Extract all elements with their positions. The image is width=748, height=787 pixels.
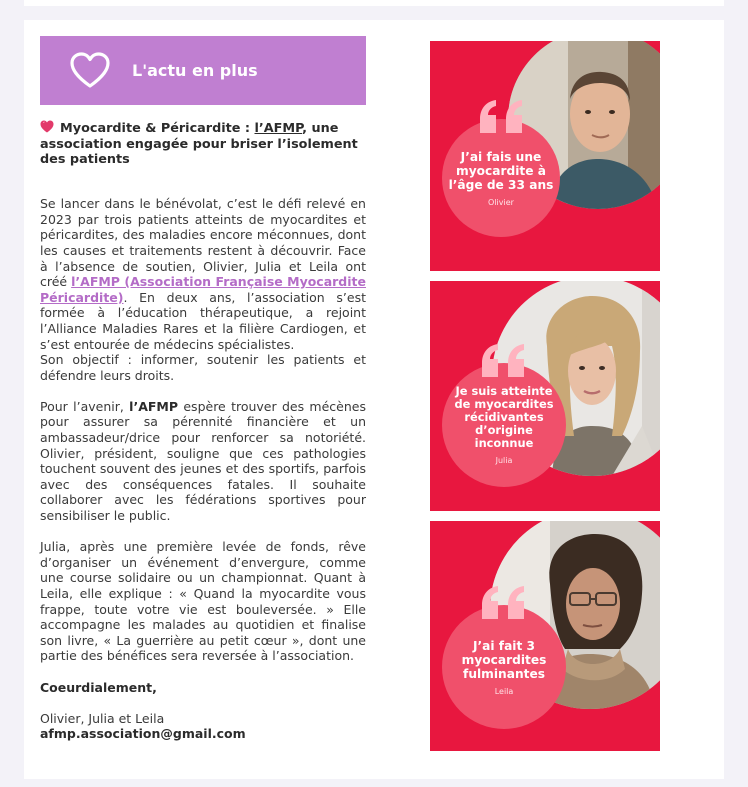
banner-title: L'actu en plus (132, 61, 258, 80)
paragraph-objective: Son objectif : informer, soutenir les patients et défendre leurs droits. (40, 352, 366, 383)
headline-prefix: Myocardite & Péricardite : (60, 121, 255, 136)
signoff-closing: Coeurdialement, (40, 679, 157, 695)
paragraph-intro-text-2: . En deux ans, l’association s’est formée à l’éducation thérapeutique, a rejoint l’Alliance Maladies Rares et la filière Cardiogen, et s’est entourée de médecins spécialistes. (40, 289, 366, 352)
quote-bubble-leila (442, 605, 566, 729)
quote-text-julia: Je suis atteinte de myocardites récidivantes d’origine inconnue (454, 384, 554, 450)
article-body (40, 120, 366, 742)
testimonial-card-olivier (430, 41, 660, 271)
heart-outline-icon (70, 51, 110, 91)
quote-icon (476, 97, 528, 137)
headline-suffix: , une association engagée pour briser l’isolement des patients (40, 121, 358, 168)
testimonial-card-julia (430, 281, 660, 511)
headline-afmp-link[interactable]: l’AFMP (254, 121, 303, 136)
afmp-full-name-link[interactable]: l’AFMP (Association Française Myocardite Péricardite) (40, 274, 366, 305)
afmp-strong: l’AFMP (129, 398, 179, 414)
quote-name-leila: Leila (494, 686, 514, 696)
paragraph-intro-text: Se lancer dans le bénévolat, c’est le défi relevé en 2023 par trois patients atteints de myocardites et péricardites, des maladies encore méconnues, dont les causes et traitements restent à découvrir. Face à l’absence de soutien, Olivier, Julia et Leila ont créé (40, 196, 366, 290)
quote-bubble-julia (442, 363, 566, 487)
paragraph-future-text: Pour l’avenir, (40, 398, 130, 414)
section-banner (40, 36, 366, 105)
top-strip (24, 0, 724, 6)
paragraph-future (40, 399, 366, 524)
paragraph-julia-leila: Julia, après une première levée de fonds, rêve d’organiser un événement d’envergure, comme une course solidaire ou un championnat. Quant à Leila, elle explique : « Quand la myocardite vous frappe, toute votre vie est bouleversée. » Elle accompagne les malades au quotidien et finalise son livre, « La guerrière au petit cœur », dont une partie des bénéfices sera reversée à l’association. (40, 539, 366, 664)
quote-text-olivier: J’ai fais une myocardite à l’âge de 33 ans (448, 149, 554, 192)
quote-name-olivier: Olivier (488, 197, 514, 207)
pink-heart-icon (40, 120, 54, 133)
newsletter-card (24, 20, 724, 779)
signoff-names: Olivier, Julia et Leila (40, 710, 165, 726)
quote-text-leila: J’ai fait 3 myocardites fulminantes (461, 638, 547, 681)
paragraph-future-text-2: espère trouver des mécènes pour assurer sa pérennité financière et un ambassadeur/drice pour renforcer sa notoriété. Olivier, président, souligne que ces pathologies touchent souvent des jeunes et des sportifs, parfois avec des conséquences fatales. Il souhaite collaborer avec les fédérations sportives pour sensibiliser le public. (40, 398, 366, 524)
paragraph-intro (40, 196, 366, 352)
quote-name-julia: Julia (495, 456, 513, 465)
testimonial-card-leila (430, 521, 660, 751)
signoff-email[interactable]: afmp.association@gmail.com (40, 726, 246, 742)
quote-icon (478, 583, 530, 623)
quote-icon (478, 341, 530, 381)
article-headline (40, 120, 366, 168)
quote-bubble-olivier (442, 119, 560, 237)
